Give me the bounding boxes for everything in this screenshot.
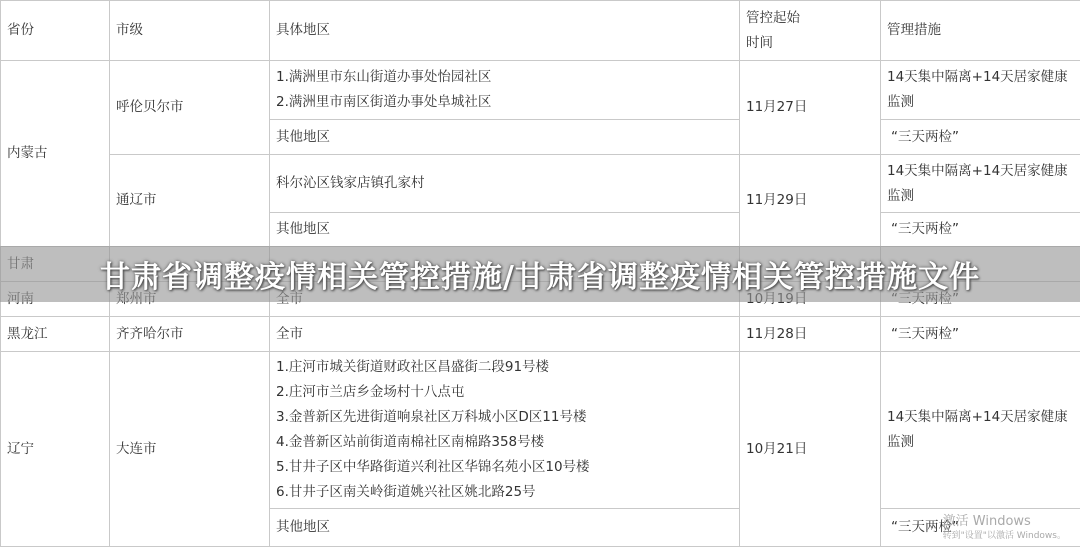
measure-cell: 14天集中隔离+14天居家健康监测 <box>881 352 1080 509</box>
city-cell: 呼伦贝尔市 <box>110 61 270 155</box>
table-row <box>1 155 1080 213</box>
measure-cell: “三天两检” <box>881 317 1080 352</box>
city-cell: 通辽市 <box>110 155 270 247</box>
banner-title: 甘肃省调整疫情相关管控措施/甘肃省调整疫情相关管控措施文件 <box>100 252 980 296</box>
province-cell: 辽宁 <box>1 352 110 547</box>
date-cell: 11月27日 <box>740 61 881 155</box>
watermark-subtitle: 转到"设置"以激活 Windows。 <box>943 530 1066 542</box>
area-cell: 其他地区 <box>270 213 740 247</box>
area-line: 4.金普新区站前街道南棉社区南棉路358号楼 <box>276 430 733 455</box>
watermark-title: 激活 Windows <box>943 514 1066 530</box>
area-cell <box>270 61 740 120</box>
area-line: 1.满洲里市东山街道办事处怡园社区 <box>276 65 733 90</box>
table-row <box>1 317 1080 352</box>
header-area: 具体地区 <box>270 1 740 61</box>
measure-cell: “三天两检” <box>881 213 1080 247</box>
date-cell: 11月29日 <box>740 155 881 247</box>
area-cell: 全市 <box>270 317 740 352</box>
date-cell: 10月21日 <box>740 352 881 547</box>
table-header-row <box>1 1 1080 61</box>
area-cell: 其他地区 <box>270 120 740 155</box>
measure-cell: 14天集中隔离+14天居家健康监测 <box>881 155 1080 213</box>
header-start-time-line1: 管控起始 <box>746 6 874 31</box>
area-line: 2.庄河市兰店乡金场村十八点屯 <box>276 380 733 405</box>
province-cell: 内蒙古 <box>1 61 110 247</box>
city-cell: 大连市 <box>110 352 270 547</box>
table-row <box>1 352 1080 509</box>
measure-cell: “三天两检” <box>881 509 1080 547</box>
city-cell: 齐齐哈尔市 <box>110 317 270 352</box>
area-line: 2.满洲里市南区街道办事处阜城社区 <box>276 90 733 115</box>
table-row <box>1 61 1080 120</box>
area-line: 5.甘井子区中华路街道兴利社区华锦名苑小区10号楼 <box>276 455 733 480</box>
header-start-time <box>740 1 881 61</box>
measure-cell: “三天两检” <box>881 120 1080 155</box>
area-cell <box>270 352 740 509</box>
title-banner <box>0 246 1080 302</box>
date-cell: 11月28日 <box>740 317 881 352</box>
area-line: 1.庄河市城关街道财政社区昌盛街二段91号楼 <box>276 355 733 380</box>
area-cell: 科尔沁区钱家店镇孔家村 <box>270 155 740 213</box>
area-line: 3.金普新区先进街道响泉社区万科城小区D区11号楼 <box>276 405 733 430</box>
windows-activation-watermark <box>943 514 1066 542</box>
header-province: 省份 <box>1 1 110 61</box>
measure-cell: 14天集中隔离+14天居家健康监测 <box>881 61 1080 120</box>
header-start-time-line2: 时间 <box>746 31 874 56</box>
header-measures: 管理措施 <box>881 1 1080 61</box>
area-line: 6.甘井子区南关岭街道姚兴社区姚北路25号 <box>276 480 733 505</box>
area-cell: 其他地区 <box>270 509 740 547</box>
header-city: 市级 <box>110 1 270 61</box>
province-cell: 黑龙江 <box>1 317 110 352</box>
